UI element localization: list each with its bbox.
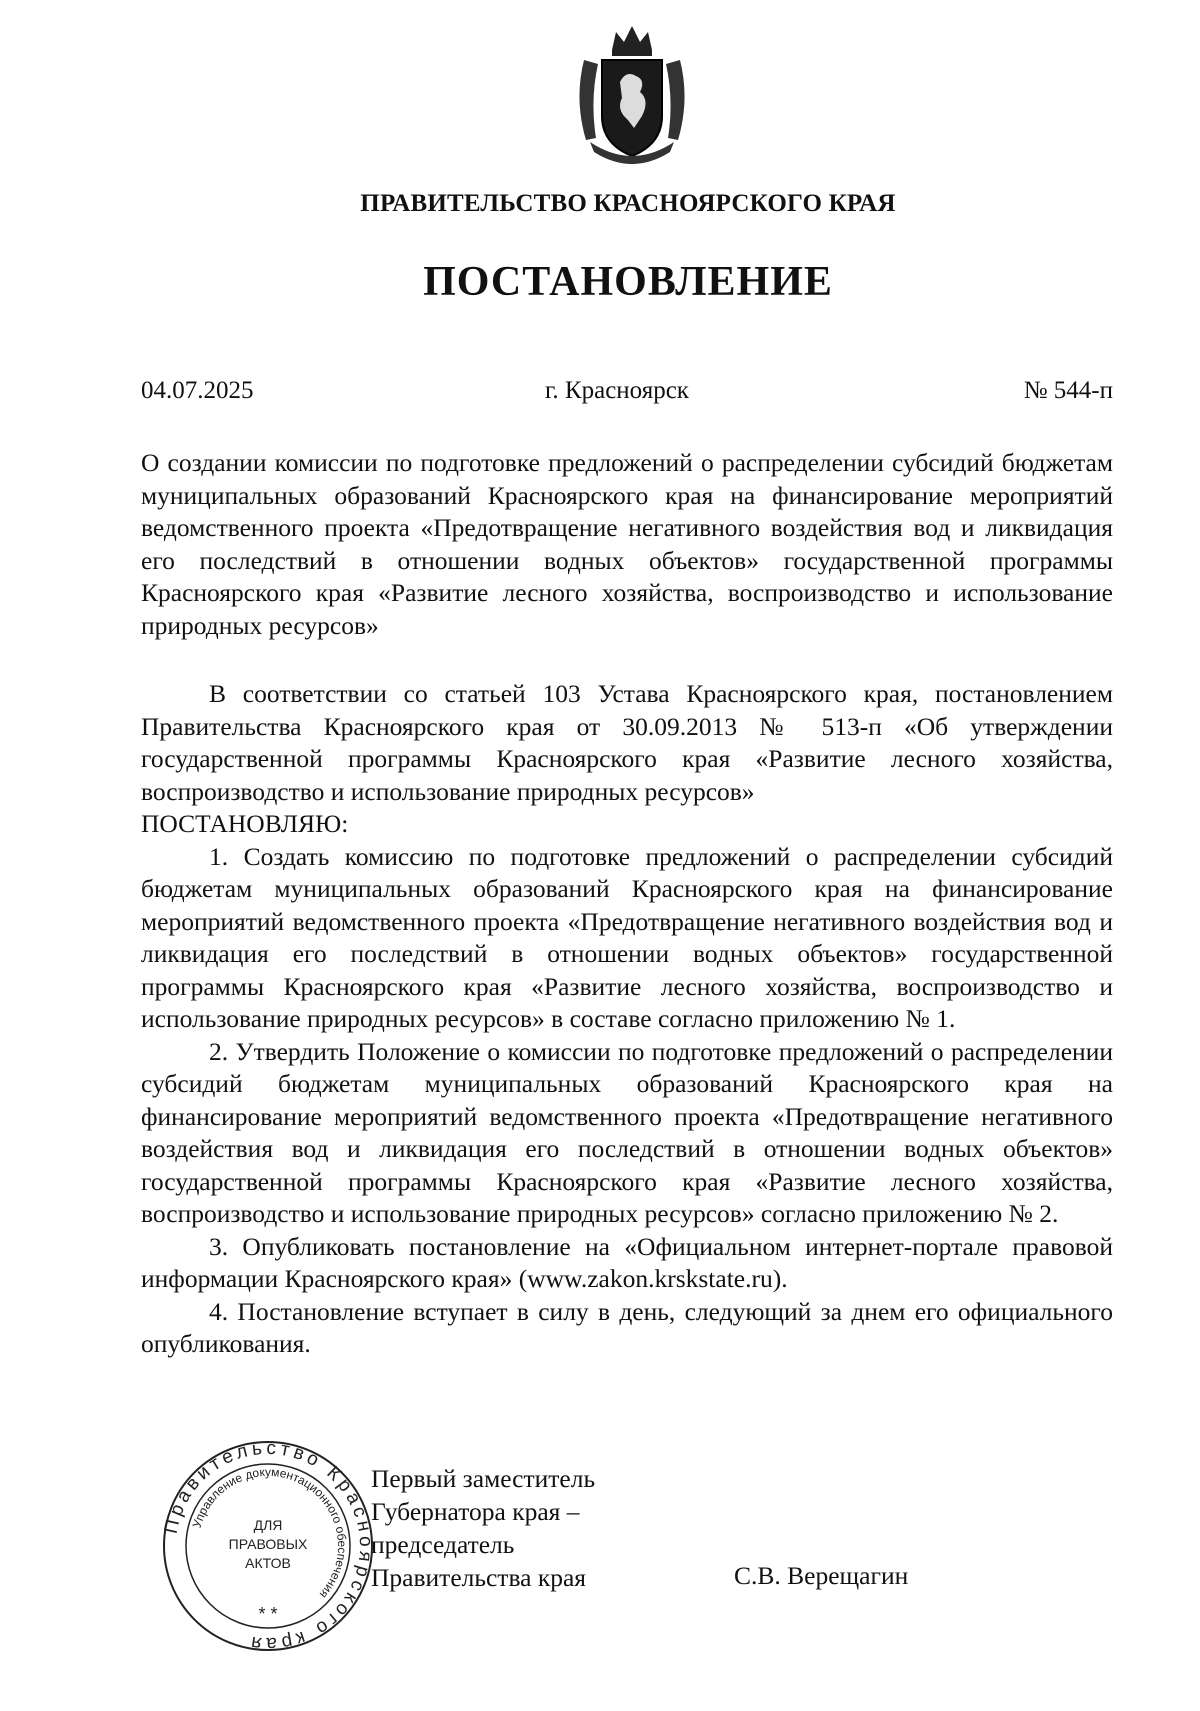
- stamp-outer-text: Правительство Красноярского края: [160, 1438, 376, 1654]
- body-item-1: 1. Создать комиссию по подготовке предложений о распределении субсидий бюджетам муниципальных образований Красноярского края на финансирование мероприятий ведомственного проекта «Предотвращение негативного воздействия вод и ликвидация его последствий в отношении водных объектов» государственной программы Красноярского края «Развитие лесного хозяйства, воспроизводство и использование природных ресурсов» в составе согласно приложению № 1.: [141, 841, 1113, 1033]
- stamp-inner-text: Управление документационного обеспечения: [189, 1464, 350, 1602]
- body-item-3: 3. Опубликовать постановление на «Официальном интернет-портале правовой информации Красноярского края» (www.zakon.krskstate.ru).: [141, 1231, 1113, 1293]
- document-body: [141, 678, 1113, 1361]
- body-item-2: 2. Утвердить Положение о комиссии по подготовке предложений о распределении субсидий бюджетам муниципальных образований Красноярского края на финансирование мероприятий ведомственного проекта «Предотвращение негативного воздействия вод и ликвидация его последствий в отношении водных объектов» государственной программы Красноярского края «Развитие лесного хозяйства, воспроизводство и использование природных ресурсов» согласно приложению № 2.: [141, 1036, 1113, 1228]
- stamp-center-line-2: ПРАВОВЫХ: [228, 1536, 308, 1552]
- official-stamp: [160, 1438, 376, 1654]
- body-item-4: 4. Постановление вступает в силу в день, следующий за днем его официального опубликования.: [141, 1296, 1113, 1358]
- preamble-paragraph: В соответствии со статьей 103 Устава Красноярского края, постановлением Правительства Красноярского края от 30.09.2013 № 513-п «Об утверждении государственной программы Красноярского края «Развитие лесного хозяйства, воспроизводство и использование природных ресурсов»: [141, 679, 1113, 806]
- signer-title-line: Правительства края: [371, 1563, 587, 1592]
- document-date: 04.07.2025: [141, 377, 254, 404]
- signer-title-line: Первый заместитель: [371, 1464, 596, 1493]
- signer-title-line: Губернатора края –: [371, 1497, 580, 1526]
- document-type-title: ПОСТАНОВЛЕНИЕ: [423, 259, 833, 305]
- stamp-stars: * *: [258, 1604, 278, 1624]
- document-number: № 544-п: [1023, 377, 1113, 404]
- krasnoyarsk-coat-of-arms-icon: [570, 20, 694, 168]
- resolve-word: ПОСТАНОВЛЯЮ:: [141, 809, 349, 838]
- document-subject: О создании комиссии по подготовке предложений о распределении субсидий бюджетам муниципальных образований Красноярского края на финансирование мероприятий ведомственного проекта «Предотвращение негативного воздействия вод и ликвидация его последствий в отношении водных объектов» государственной программы Красноярского края «Развитие лесного хозяйства, воспроизводство и использование природных ресурсов»: [141, 448, 1113, 640]
- organization-title: ПРАВИТЕЛЬСТВО КРАСНОЯРСКОГО КРАЯ: [360, 190, 896, 217]
- signer-title-line: председатель: [371, 1530, 515, 1559]
- signature-block: [371, 1462, 595, 1594]
- stamp-center-line-3: АКТОВ: [245, 1555, 291, 1571]
- stamp-center-line-1: ДЛЯ: [253, 1517, 283, 1533]
- signer-name: С.В. Верещагин: [734, 1561, 909, 1590]
- document-city: г. Красноярск: [545, 377, 689, 404]
